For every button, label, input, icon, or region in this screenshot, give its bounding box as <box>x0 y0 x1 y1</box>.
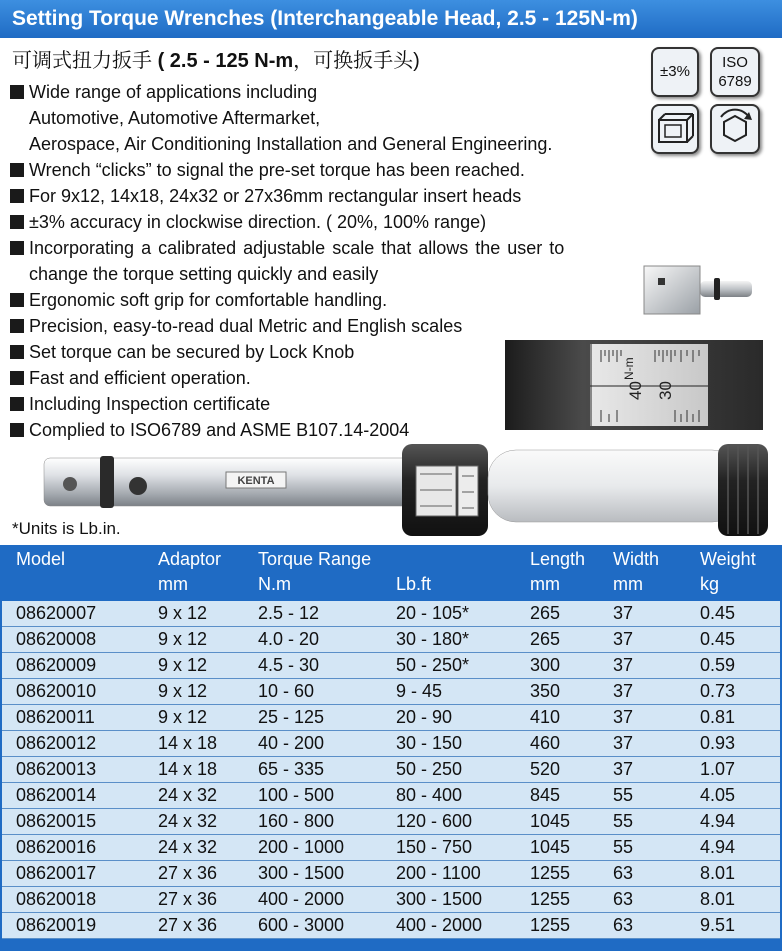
cell-weight: 0.93 <box>700 733 736 753</box>
page-title: Setting Torque Wrenches (Interchangeable Head, 2.5 - 125N-m) <box>0 0 782 38</box>
cell-width: 63 <box>613 863 634 883</box>
cell-torque-lbft: 80 - 400 <box>396 785 463 805</box>
cell-width: 55 <box>613 837 634 857</box>
subtitle-chinese: 可调式扭力扳手 <box>12 50 152 72</box>
cell-width: 37 <box>613 629 634 649</box>
cell-width: 55 <box>613 785 634 805</box>
col-weight-unit: kg <box>700 574 720 594</box>
cell-length: 350 <box>530 681 561 701</box>
cell-length: 265 <box>530 629 561 649</box>
col-width: Width <box>613 549 660 569</box>
col-torque: Torque Range <box>258 549 372 569</box>
cell-adaptor: 9 x 12 <box>158 629 208 649</box>
table-row <box>2 627 780 653</box>
cell-model: 08620015 <box>16 811 97 831</box>
table-row <box>2 653 780 679</box>
cell-model: 08620018 <box>16 889 97 909</box>
cell-adaptor: 24 x 32 <box>158 837 218 857</box>
hex-rotation-icon <box>710 104 760 154</box>
feature-item: Fast and efficient operation. <box>10 365 700 391</box>
cell-torque-lbft: 20 - 105* <box>396 603 470 623</box>
cell-torque-lbft: 400 - 2000 <box>396 915 483 935</box>
accuracy-badge: ±3% <box>651 47 699 97</box>
cell-torque-nm: 2.5 - 12 <box>258 603 320 623</box>
table-row <box>2 705 780 731</box>
cell-adaptor: 27 x 36 <box>158 863 218 883</box>
table-row <box>2 601 780 627</box>
cell-adaptor: 9 x 12 <box>158 655 208 675</box>
brand-logo: KENTA <box>237 475 275 487</box>
cell-model: 08620011 <box>16 707 95 727</box>
subtitle-chinese-2: ，可换扳手头) <box>293 50 420 72</box>
cell-weight: 4.94 <box>700 837 736 857</box>
cell-width: 55 <box>613 811 634 831</box>
cell-weight: 4.94 <box>700 811 736 831</box>
cell-torque-lbft: 20 - 90 <box>396 707 453 727</box>
table-row <box>2 835 780 861</box>
cell-length: 410 <box>530 707 561 727</box>
table-row <box>2 757 780 783</box>
cell-weight: 0.59 <box>700 655 736 675</box>
feature-item: Including Inspection certificate <box>10 391 700 417</box>
cell-model: 08620016 <box>16 837 97 857</box>
col-torque-lbft: Lb.ft <box>396 574 432 594</box>
scale-number: 30 <box>656 381 675 400</box>
cell-width: 37 <box>613 707 634 727</box>
col-width-unit: mm <box>613 574 643 594</box>
col-torque-nm: N.m <box>258 574 291 594</box>
cell-torque-nm: 4.5 - 30 <box>258 655 320 675</box>
cell-model: 08620019 <box>16 915 97 935</box>
col-length-unit: mm <box>530 574 560 594</box>
feature-item: Complied to ISO6789 and ASME B107.14-2004 <box>10 417 700 443</box>
cell-torque-lbft: 50 - 250* <box>396 655 470 675</box>
cell-adaptor: 14 x 18 <box>158 733 218 753</box>
cell-torque-lbft: 30 - 150 <box>396 733 463 753</box>
cell-width: 63 <box>613 915 634 935</box>
cell-torque-nm: 65 - 335 <box>258 759 325 779</box>
cell-weight: 0.45 <box>700 629 736 649</box>
table-row <box>2 679 780 705</box>
cell-torque-lbft: 300 - 1500 <box>396 889 483 909</box>
scale-unit: N-m <box>622 357 636 380</box>
cell-weight: 8.01 <box>700 889 736 909</box>
subtitle <box>12 44 420 73</box>
cell-length: 265 <box>530 603 561 623</box>
cell-adaptor: 9 x 12 <box>158 603 208 623</box>
table-row <box>2 861 780 887</box>
cell-length: 1255 <box>530 863 571 883</box>
feature-item: For 9x12, 14x18, 24x32 or 27x36mm rectangular insert heads <box>10 183 700 209</box>
cell-torque-lbft: 30 - 180* <box>396 629 470 649</box>
cell-length: 460 <box>530 733 561 753</box>
insert-head-photo <box>640 262 755 320</box>
cell-adaptor: 24 x 32 <box>158 785 218 805</box>
scale-number: 40 <box>626 381 645 400</box>
cell-width: 63 <box>613 889 634 909</box>
iso-badge: ISO 6789 <box>710 47 760 97</box>
cell-adaptor: 24 x 32 <box>158 811 218 831</box>
cell-model: 08620014 <box>16 785 97 805</box>
table-row <box>2 887 780 913</box>
cell-width: 37 <box>613 759 634 779</box>
cell-weight: 0.81 <box>700 707 736 727</box>
cell-length: 300 <box>530 655 561 675</box>
feature-item: Set torque can be secured by Lock Knob <box>10 339 700 365</box>
cell-model: 08620007 <box>16 603 97 623</box>
cell-adaptor: 14 x 18 <box>158 759 218 779</box>
feature-item: Ergonomic soft grip for comfortable handling. <box>10 287 700 313</box>
cell-weight: 0.73 <box>700 681 736 701</box>
subtitle-range: ( 2.5 - 125 N-m <box>157 50 294 72</box>
units-note: *Units is Lb.in. <box>12 519 121 538</box>
col-model: Model <box>16 549 66 569</box>
col-adaptor: Adaptor <box>158 549 222 569</box>
table-row <box>2 809 780 835</box>
cell-torque-nm: 4.0 - 20 <box>258 629 320 649</box>
cell-torque-nm: 10 - 60 <box>258 681 315 701</box>
cell-torque-nm: 300 - 1500 <box>258 863 345 883</box>
cell-model: 08620012 <box>16 733 97 753</box>
specification-table <box>0 545 782 951</box>
feature-item: Wide range of applications including Automotive, Automotive Aftermarket, Aerospace, Air Conditioning Installation and General Engineering. <box>10 79 700 157</box>
scale-closeup-photo <box>505 340 763 430</box>
cell-length: 1045 <box>530 811 571 831</box>
table-header <box>0 545 782 599</box>
cell-torque-nm: 25 - 125 <box>258 707 325 727</box>
col-length: Length <box>530 549 586 569</box>
cell-torque-nm: 160 - 800 <box>258 811 335 831</box>
cell-length: 1255 <box>530 915 571 935</box>
cell-adaptor: 9 x 12 <box>158 707 208 727</box>
col-weight: Weight <box>700 549 756 569</box>
cell-torque-nm: 100 - 500 <box>258 785 335 805</box>
cell-torque-lbft: 9 - 45 <box>396 681 443 701</box>
table-body <box>2 601 780 939</box>
cell-weight: 1.07 <box>700 759 736 779</box>
cell-torque-nm: 600 - 3000 <box>258 915 345 935</box>
cell-torque-nm: 200 - 1000 <box>258 837 345 857</box>
cell-torque-lbft: 50 - 250 <box>396 759 463 779</box>
cell-length: 1045 <box>530 837 571 857</box>
cell-model: 08620010 <box>16 681 97 701</box>
cell-adaptor: 27 x 36 <box>158 889 218 909</box>
table-row <box>2 783 780 809</box>
cell-model: 08620013 <box>16 759 97 779</box>
cell-length: 1255 <box>530 889 571 909</box>
col-adaptor-unit: mm <box>158 574 188 594</box>
cell-adaptor: 27 x 36 <box>158 915 218 935</box>
cell-length: 520 <box>530 759 561 779</box>
cell-weight: 0.45 <box>700 603 736 623</box>
feature-item: ±3% accuracy in clockwise direction. ( 20%, 100% range) <box>10 209 700 235</box>
table-row <box>2 913 780 939</box>
cell-width: 37 <box>613 603 634 623</box>
cell-weight: 4.05 <box>700 785 736 805</box>
feature-item: Incorporating a calibrated adjustable scale that allows the user to change the torque setting quickly and easily <box>10 235 700 287</box>
cell-model: 08620017 <box>16 863 97 883</box>
cell-torque-lbft: 200 - 1100 <box>396 863 481 883</box>
cell-torque-nm: 400 - 2000 <box>258 889 345 909</box>
feature-item: Precision, easy-to-read dual Metric and English scales <box>10 313 700 339</box>
cell-width: 37 <box>613 655 634 675</box>
cell-torque-lbft: 150 - 750 <box>396 837 473 857</box>
cell-weight: 8.01 <box>700 863 736 883</box>
cell-width: 37 <box>613 681 634 701</box>
cell-model: 08620008 <box>16 629 97 649</box>
cell-torque-lbft: 120 - 600 <box>396 811 473 831</box>
feature-item: Wrench “clicks” to signal the pre-set torque has been reached. <box>10 157 700 183</box>
cell-length: 845 <box>530 785 561 805</box>
table-row <box>2 731 780 757</box>
cell-torque-nm: 40 - 200 <box>258 733 325 753</box>
cell-weight: 9.51 <box>700 915 736 935</box>
cell-model: 08620009 <box>16 655 97 675</box>
cell-adaptor: 9 x 12 <box>158 681 208 701</box>
cell-width: 37 <box>613 733 634 753</box>
